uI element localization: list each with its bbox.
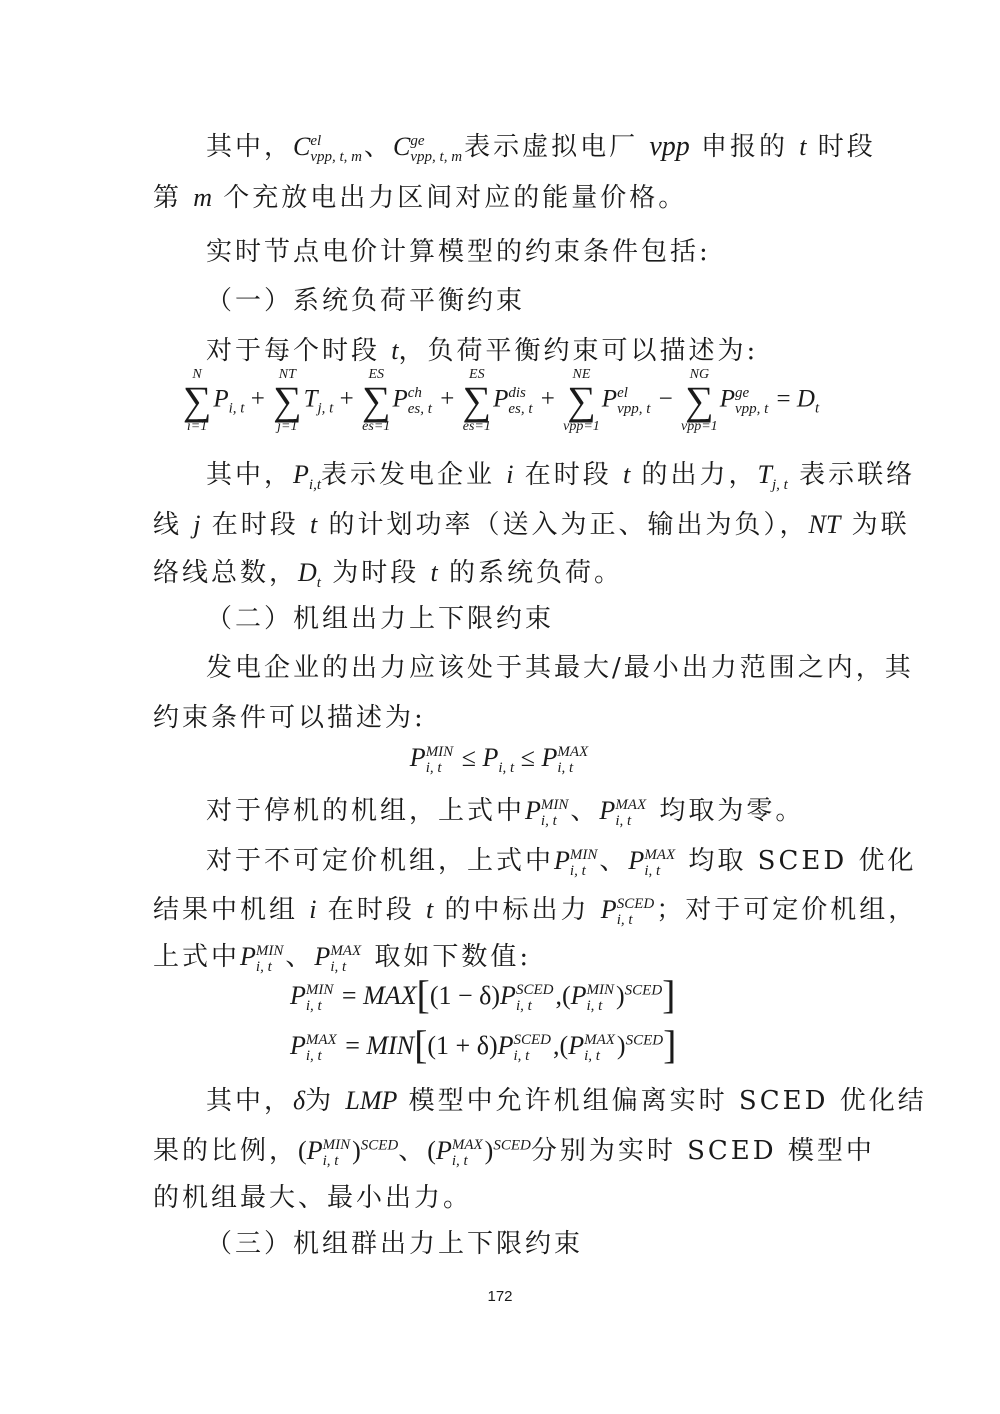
math-t: t: [799, 132, 807, 161]
paragraph-line: 线 j 在时段 t 的计划功率（送入为正、输出为负），NT 为联: [153, 510, 910, 540]
paragraph-line: 果的比例，(P MIN i, t )$^{SCED}$、(P MAX i, t )$^{SCED}$分别为实时 SCED 模型中: [153, 1136, 875, 1170]
math-m: m: [193, 183, 213, 212]
text: 表示虚拟电厂: [464, 132, 650, 162]
page-number: 172: [487, 1288, 513, 1305]
math-t: t: [391, 336, 399, 365]
paragraph-line: 上式中P MIN i, t 、P MAX i, t 取如下数值:: [153, 942, 532, 976]
paragraph-line: 对于不可定价机组，上式中P MIN i, t 、P MAX i, t 均取 SCED 优化: [206, 846, 917, 880]
paragraph-line: 其中，δ为 LMP 模型中允许机组偏离实时 SCED 优化结: [206, 1086, 927, 1116]
math-c-el: C el vpp, t, m: [293, 132, 363, 166]
paragraph-line: 发电企业的出力应该处于其最大/最小出力范围之内，其: [206, 653, 914, 683]
paragraph-line: 对于停机的机组，上式中P MIN i, t 、P MAX i, t 均取为零。: [206, 796, 805, 830]
paragraph-line: 约束条件可以描述为:: [153, 703, 426, 733]
section-heading-3: （三）机组群出力上下限约束: [206, 1229, 584, 1259]
paragraph-line: 实时节点电价计算模型的约束条件包括:: [206, 237, 711, 267]
math-c-ge: C ge vpp, t, m: [393, 132, 463, 166]
paragraph-line: [206, 127, 906, 167]
section-heading-1: （一）系统负荷平衡约束: [206, 286, 526, 316]
paragraph-line: 其中，$P_{i,t}$表示发电企业 i 在时段 t 的出力，$T_{j, t}$ 表示联络: [206, 460, 916, 494]
text: 时段: [806, 132, 876, 162]
text: 、: [364, 132, 394, 162]
text: 申报的: [689, 132, 800, 162]
equation-load-balance: N ∑ i=1 $P_{i, t}$ + NT ∑ j=1 $T_{j, t}$ + ES ∑ es=1 P ch es, t + ES ∑ es=1 P dis es, t + NE ∑ vpp=1 P el vpp, t − NG ∑ vpp=1 P ge vpp, t = $D_t$: [182, 367, 820, 434]
math-vpp: vpp: [649, 131, 690, 162]
equation-max-bound: P MAX i, t = MIN[(1 + δ)P SCED i, t ,(P MAX i, t )$^{SCED}$]: [290, 1022, 677, 1067]
section-heading-2: （二）机组出力上下限约束: [206, 604, 555, 634]
equation-output-bounds: P MIN i, t ≤ $P_{i, t} \le P$ MAX i, t: [409, 743, 589, 777]
paragraph-line: 第 m 个充放电出力区间对应的能量价格。: [153, 183, 688, 213]
paragraph-line: 的机组最大、最小出力。: [153, 1183, 473, 1213]
text: 其中，: [206, 132, 294, 162]
paragraph-line: 络线总数，$D_t$ 为时段 t 的系统负荷。: [153, 558, 623, 592]
paragraph-line: 对于每个时段 t，负荷平衡约束可以描述为:: [206, 336, 759, 366]
equation-min-bound: P MIN i, t = MAX[(1 − δ)P SCED i, t ,(P MIN i, t )$^{SCED}$]: [290, 972, 676, 1017]
paragraph-line: 结果中机组 i 在时段 t 的中标出力 P SCED i, t ；对于可定价机组，: [153, 895, 918, 929]
